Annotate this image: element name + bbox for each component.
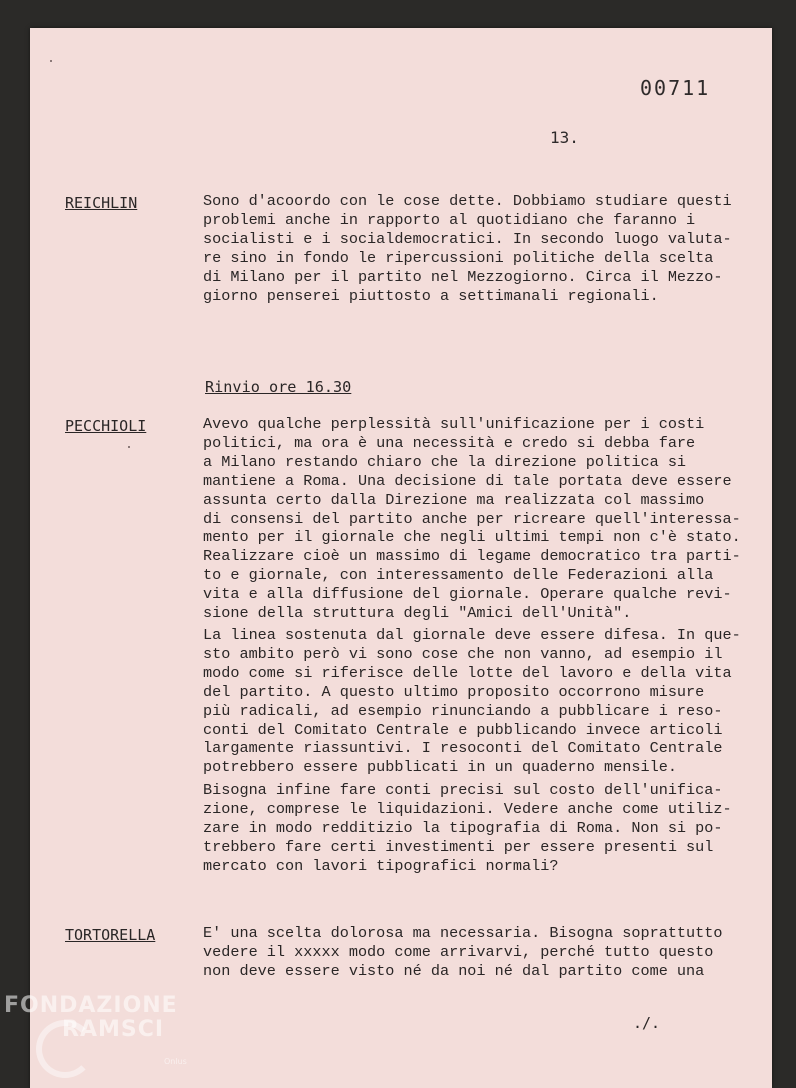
watermark-onlus: Onlus — [164, 1057, 187, 1066]
paper-speck — [50, 60, 52, 62]
speaker-pecchioli: PECCHIOLI — [65, 417, 147, 435]
tortorella-paragraph: E' una scelta dolorosa ma necessaria. Bisogna soprattutto vedere il xxxxx modo come arrivarvi, perché tutto questo non deve essere visto né da noi né dal partito come una — [203, 924, 723, 980]
speaker-reichlin: REICHLIN — [65, 194, 138, 212]
watermark-line-1: FONDAZIONE — [4, 993, 178, 1018]
paper-speck — [128, 446, 130, 448]
watermark-g-logo-icon — [36, 1020, 94, 1078]
continuation-mark: ./. — [633, 1014, 661, 1032]
pecchioli-paragraph-2: La linea sostenuta dal giornale deve essere difesa. In que- sto ambito però vi sono cose che non vanno, ad esempio il modo come si riferisce delle lotte del lavoro e della vita del partito. A questo ultimo proposito occorrono misure più radicali, ad esempio rinunciando a pubblicare i reso- conti del Comitato Centrale e pubblicando invece articoli largamente riassuntivi. I resoconti del Comitato Centrale potrebbero essere pubblicati in un quaderno mensile. — [203, 626, 741, 777]
pecchioli-paragraph-1: Avevo qualche perplessità sull'unificazione per i costi politici, ma ora è una necessità e credo si debba fare a Milano restando chiaro che la direzione politica si mantiene a Roma. Una decisione di tale portata deve essere assunta certo dalla Direzione ma realizzata col massimo di consensi del partito anche per ricreare quell'interessa- mento per il giornale che negli ultimi tempi non c'è stato. Realizzare cioè un massimo di legame democratico tra parti- to e giornale, con interessamento delle Federazioni alla vita e alla diffusione del giornale. Operare qualche revi- sione della struttura degli "Amici dell'Unità". — [203, 415, 741, 623]
fondazione-gramsci-watermark — [4, 993, 187, 1066]
reichlin-paragraph: Sono d'acoordo con le cose dette. Dobbiamo studiare questi problemi anche in rapporto al quotidiano che faranno i socialisti e i socialdemocratici. In secondo luogo valuta- re sino in fondo le ripercussioni politiche della scelta di Milano per il partito nel Mezzogiorno. Circa il Mezzo- giorno penserei piuttosto a settimanali regionali. — [203, 192, 732, 305]
section-heading: Rinvio ore 16.30 — [205, 378, 352, 396]
watermark-line-2: RAMSCI — [62, 1017, 165, 1042]
speaker-tortorella: TORTORELLA — [65, 926, 156, 944]
pecchioli-paragraph-3: Bisogna infine fare conti precisi sul costo dell'unifica- zione, comprese le liquidazioni. Vedere anche come utiliz- zare in modo redditizio la tipografia di Roma. Non si po- trebbero fare certi investimenti per essere presenti sul mercato con lavori tipografici normali? — [203, 781, 732, 875]
page-number: 13. — [550, 128, 579, 147]
document-page — [30, 28, 772, 1088]
document-number: 00711 — [640, 76, 711, 100]
